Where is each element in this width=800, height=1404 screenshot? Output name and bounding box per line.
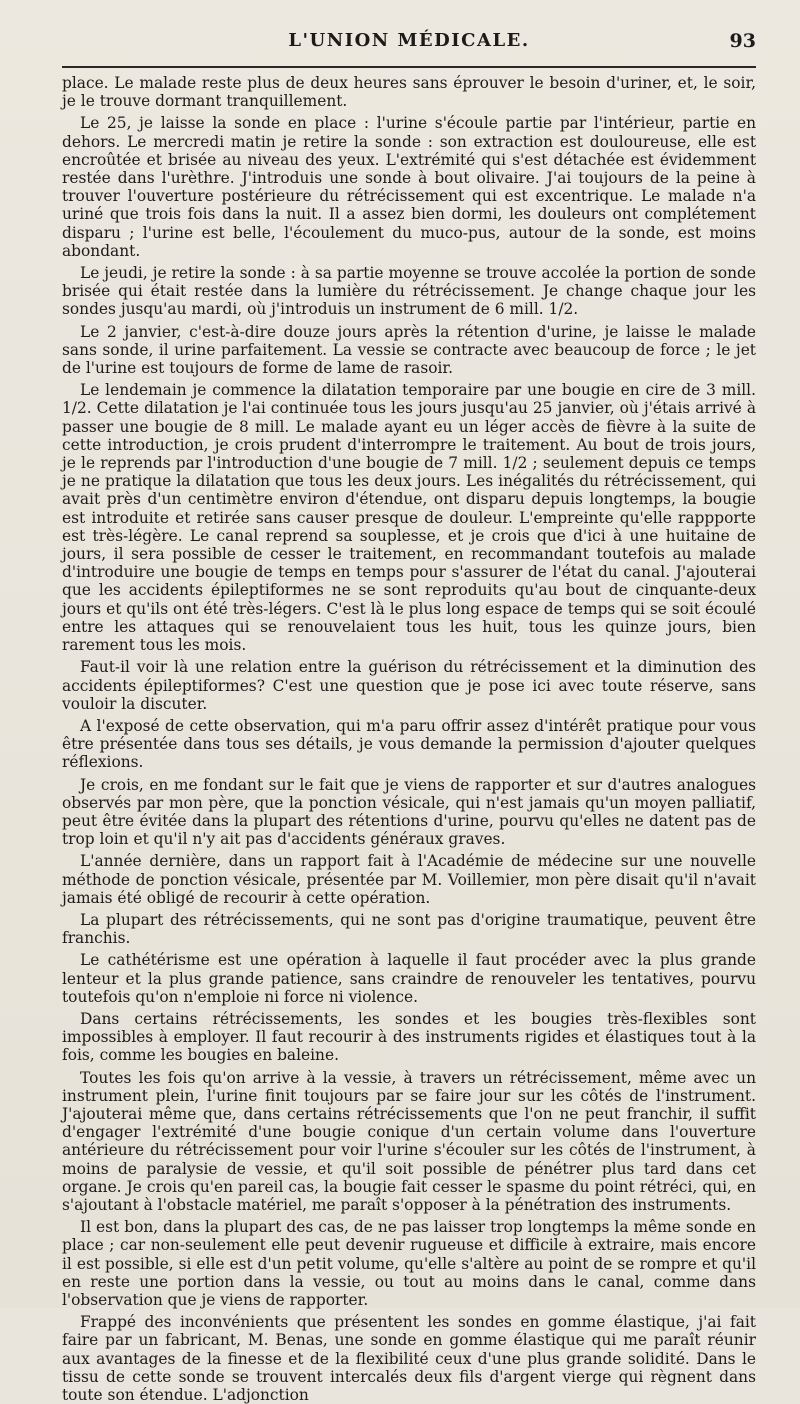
paragraph: Dans certains rétrécissements, les sondes et les bougies très-flexibles sont impossibles à employer. Il faut recourir à des instruments rigides et élastiques tout à la fois, comme les bougies en baleine.	[62, 1009, 756, 1065]
paragraph: Le 25, je laisse la sonde en place : l'urine s'écoule partie par l'intérieur, partie en dehors. Le mercredi matin je retire la sonde : son extraction est douloureuse, elle est encroûtée et brisée au niveau des yeux. L'extrémité qui s'est détachée est évidemment restée dans l'urèthre. J'introduis une sonde à bout olivaire. J'ai toujours de la peine à trouver l'ouverture postérieure du rétrécissement qui est excentrique. Le malade n'a uriné que trois fois dans la nuit. Il a assez bien dormi, les douleurs ont complétement disparu ; l'urine est belle, l'écoulement du muco-pus, autour de la sonde, est moins abondant.	[62, 114, 756, 260]
paragraph: A l'exposé de cette observation, qui m'a paru offrir assez d'intérêt pratique pour vous être présentée dans tous ses détails, je vous demande la permission d'ajouter quelques réflexions.	[62, 716, 756, 772]
page-number: 93	[729, 30, 756, 52]
paragraph: Je crois, en me fondant sur le fait que je viens de rapporter et sur d'autres analogues observés par mon père, que la ponction vésicale, qui n'est jamais qu'un moyen palliatif, peut être évitée dans la plupart des rétentions d'urine, pourvu qu'elles ne datent pas de trop loin et qu'il n'y ait pas d'accidents généraux graves.	[62, 775, 756, 849]
paragraph: La plupart des rétrécissements, qui ne sont pas d'origine traumatique, peuvent être franchis.	[62, 910, 756, 948]
header-rule	[62, 66, 756, 68]
body-text	[62, 74, 756, 1404]
paragraph: Le cathétérisme est une opération à laquelle il faut procéder avec la plus grande lenteur et la plus grande patience, sans craindre de renouveler les tentatives, pourvu toutefois qu'on n'emploie ni force ni violence.	[62, 951, 756, 1006]
paragraph: Faut-il voir là une relation entre la guérison du rétrécissement et la diminution des accidents épileptiformes? C'est une question que je pose ici avec toute réserve, sans vouloir la discuter.	[62, 658, 756, 713]
running-head	[62, 30, 756, 64]
paragraph: Le 2 janvier, c'est-à-dire douze jours après la rétention d'urine, je laisse le malade sans sonde, il urine parfaitement. La vessie se contracte avec beaucoup de force ; le jet de l'urine est toujours de forme de lame de rasoir.	[62, 322, 756, 378]
paragraph: Il est bon, dans la plupart des cas, de ne pas laisser trop longtemps la même sonde en place ; car non-seulement elle peut devenir rugueuse et difficile à extraire, mais encore il est possible, si elle est d'un petit volume, qu'elle s'altère au point de se rompre et qu'il en reste une portion dans la vessie, ou tout au moins dans le canal, comme dans l'observation que je viens de rapporter.	[62, 1218, 756, 1309]
paragraph: Le jeudi, je retire la sonde : à sa partie moyenne se trouve accolée la portion de sonde brisée qui était restée dans la lumière du rétrécissement. Je change chaque jour les sondes jusqu'au mardi, où j'introduis un instrument de 6 mill. 1/2.	[62, 264, 756, 319]
paragraph: place. Le malade reste plus de deux heures sans éprouver le besoin d'uriner, et, le soir, je le trouve dormant tranquillement.	[62, 74, 756, 111]
paragraph: L'année dernière, dans un rapport fait à l'Académie de médecine sur une nouvelle méthode de ponction vésicale, présentée par M. Voillemier, mon père disait qu'il n'avait jamais été obligé de recourir à cette opération.	[62, 852, 756, 907]
paragraph: Le lendemain je commence la dilatation temporaire par une bougie en cire de 3 mill. 1/2. Cette dilatation je l'ai continuée tous les jours jusqu'au 25 janvier, où j'étais arrivé à passer une bougie de 8 mill. Le malade ayant eu un léger accès de fièvre à la suite de cette introduction, je crois prudent d'interrompre le traitement. Au bout de trois jours, je le reprends par l'introduction d'une bougie de 7 mill. 1/2 ; seulement depuis ce temps je ne pratique la dilatation que tous les deux jours. Les inégalités du rétrécissement, qui avait près d'un centimètre environ d'étendue, ont disparu depuis longtemps, la bougie est introduite et retirée sans causer presque de douleur. L'empreinte qu'elle rappporte est très-légère. Le canal reprend sa souplesse, et je crois que d'ici à une huitaine de jours, il sera possible de cesser le traitement, en recommandant toutefois au malade d'introduire une bougie de temps en temps pour s'assurer de l'état du canal. J'ajouterai que les accidents épileptiformes ne se sont reproduits qu'au bout de cinquante-deux jours et qu'ils ont été très-légers. C'est là le plus long espace de temps qui se soit écoulé entre les attaques qui se renouvelaient tous les huit, tous les quinze jours, bien rarement tous les mois.	[62, 381, 756, 655]
journal-title: L'UNION MÉDICALE.	[288, 30, 530, 51]
paragraph: Frappé des inconvénients que présentent les sondes en gomme élastique, j'ai fait faire par un fabricant, M. Benas, une sonde en gomme élastique qui me paraît réunir aux avantages de la finesse et de la flexibilité ceux d'une plus grande solidité. Dans le tissu de cette sonde se trouvent intercalés deux fils d'argent vierge qui règnent dans toute son étendue. L'adjonction	[62, 1313, 756, 1404]
paragraph: Toutes les fois qu'on arrive à la vessie, à travers un rétrécissement, même avec un instrument plein, l'urine finit toujours par se faire jour sur les côtés de l'instrument. J'ajouterai même que, dans certains rétrécissements que l'on ne peut franchir, il suffit d'engager l'extrémité d'une bougie conique d'un certain volume dans l'ouverture antérieure du rétrécissement pour voir l'urine s'écouler sur les côtés de l'instrument, à moins de paralysie de vessie, et qu'il soit possible de pénétrer plus tard dans cet organe. Je crois qu'en pareil cas, la bougie fait cesser le spasme du point rétréci, qui, en s'ajoutant à l'obstacle matériel, me paraît s'opposer à la pénétration des instruments.	[62, 1068, 756, 1214]
